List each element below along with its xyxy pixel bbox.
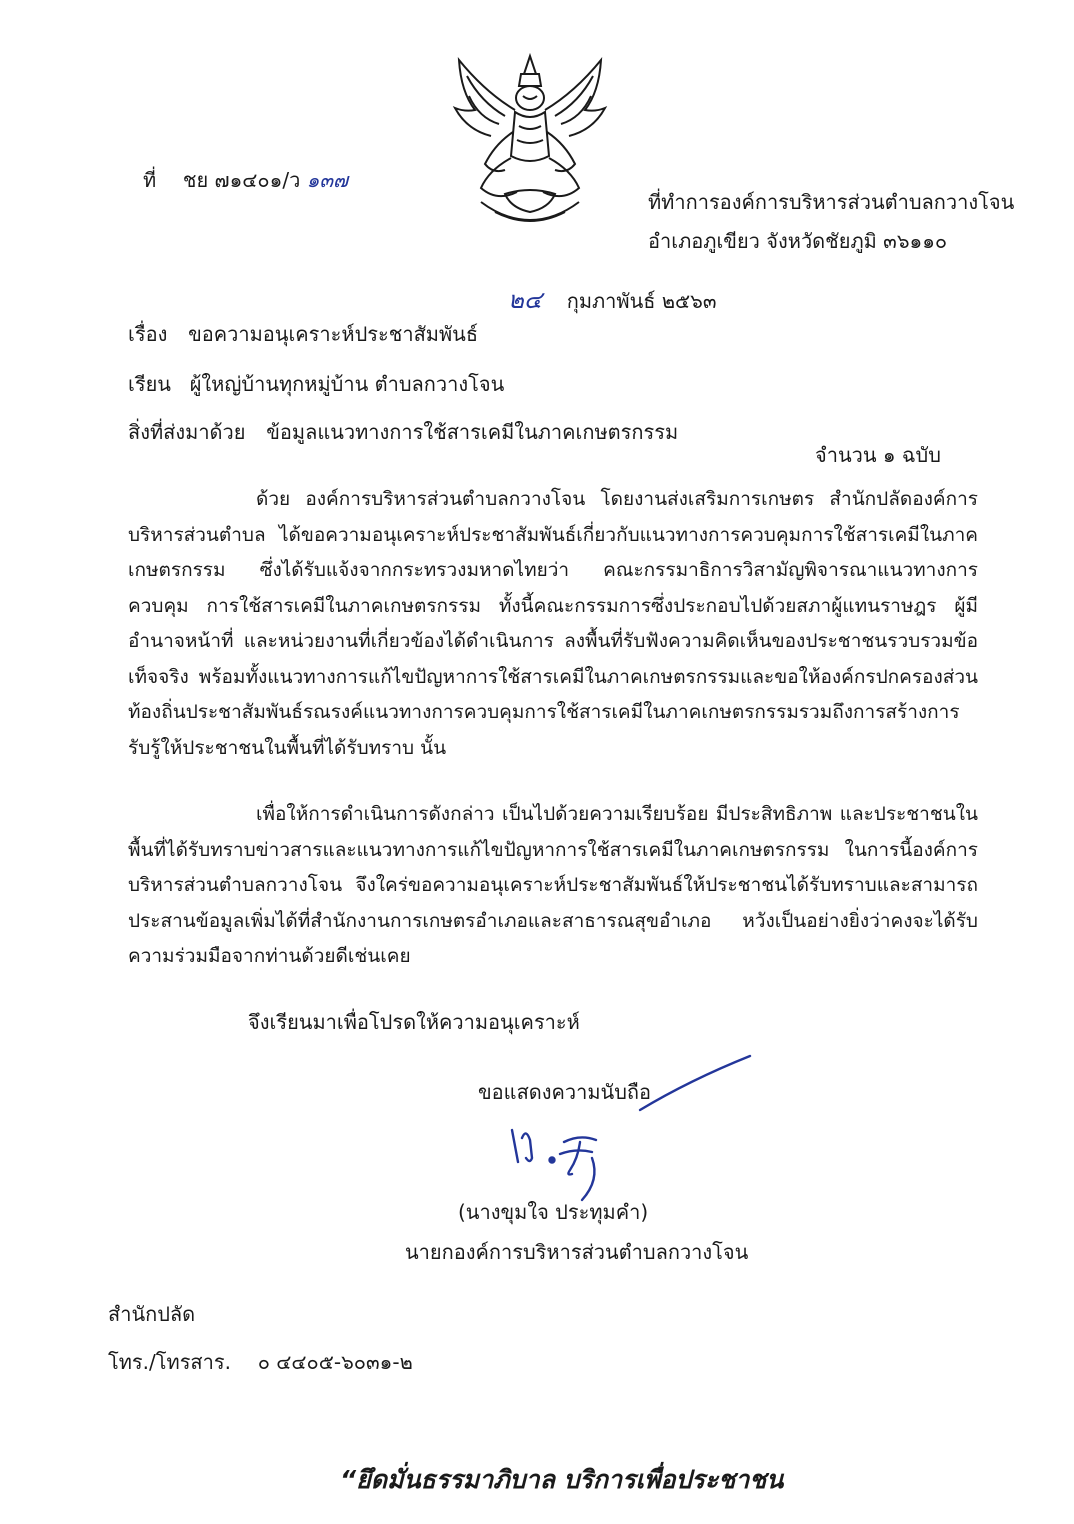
office-address-line1: ที่ทำการองค์การบริหารส่วนตำบลกวางโจน <box>648 190 1015 214</box>
reference-handwritten-number: ๑๓๗ <box>306 168 349 192</box>
letter-date <box>508 286 717 315</box>
reference-number <box>143 168 348 192</box>
body-paragraph-1 <box>128 482 978 766</box>
reference-code: ชย ๗๑๔๐๑/ว <box>182 168 301 192</box>
subject-text: ขอความอนุเคราะห์ประชาสัมพันธ์ <box>188 322 479 346</box>
reference-label: ที่ <box>143 168 157 192</box>
phone-label: โทร./โทรสาร. <box>108 1350 231 1374</box>
subject-line <box>128 322 478 346</box>
date-day-handwritten: ๒๔ <box>508 286 542 314</box>
enclosure-quantity: จำนวน ๑ ฉบับ <box>815 443 941 467</box>
garuda-emblem-icon <box>445 52 615 227</box>
signatory-name: (นางขุมใจ ประทุมคำ) <box>458 1200 649 1224</box>
signatory-position: นายกองค์การบริหารส่วนตำบลกวางโจน <box>405 1240 749 1264</box>
recipient-text: ผู้ใหญ่บ้านทุกหมู่บ้าน ตำบลกวางโจน <box>189 372 505 396</box>
recipient-label: เรียน <box>128 372 171 396</box>
enclosure-line <box>128 420 678 444</box>
phone-number: ๐ ๔๔๐๕-๖๐๓๑-๒ <box>257 1350 413 1374</box>
footer-phone <box>108 1350 413 1374</box>
body-paragraph-2-text: เพื่อให้การดำเนินการดังกล่าว เป็นไปด้วยความเรียบร้อย มีประสิทธิภาพ และประชาชนในพื้นที่ได้รับทราบข่าวสารและแนวทางการแก้ไขปัญหาการใช้สารเคมีในภาคเกษตรกรรม ในการนี้องค์การบริหารส่วนตำบลกวางโจน จึงใคร่ขอความอนุเคราะห์ประชาสัมพันธ์ให้ประชาชนได้รับทราบและสามารถประสานข้อมูลเพิ่มได้ที่สำนักงานการเกษตรอำเภอและสาธารณสุขอำเภอ หวังเป็นอย่างยิ่งว่าคงจะได้รับความร่วมมือจากท่านด้วยดีเช่นเคย <box>128 803 978 967</box>
salutation: ขอแสดงความนับถือ <box>478 1080 652 1104</box>
organization-motto: “ยึดมั่นธรรมาภิบาล บริการเพื่อประชาชน <box>340 1465 784 1494</box>
office-address-line2: อำเภอภูเขียว จังหวัดชัยภูมิ ๓๖๑๑๐ <box>648 229 948 253</box>
handwritten-signature <box>500 1050 760 1220</box>
enclosure-label: สิ่งที่ส่งมาด้วย <box>128 420 246 444</box>
footer-department: สำนักปลัด <box>108 1302 196 1326</box>
enclosure-text: ข้อมูลแนวทางการใช้สารเคมีในภาคเกษตรกรรม <box>266 420 679 444</box>
subject-label: เรื่อง <box>128 322 168 346</box>
closing-request: จึงเรียนมาเพื่อโปรดให้ความอนุเคราะห์ <box>248 1010 580 1034</box>
date-month-year: กุมภาพันธ์ ๒๕๖๓ <box>566 289 717 313</box>
body-paragraph-1-text: ด้วย องค์การบริหารส่วนตำบลกวางโจน โดยงานส่งเสริมการเกษตร สำนักปลัดองค์การบริหารส่วนตำบล ได้ขอความอนุเคราะห์ประชาสัมพันธ์เกี่ยวกับแนวทางการควบคุมการใช้สารเคมีในภาคเกษตรกรรม ซึ่งได้รับแจ้งจากกระทรวงมหาดไทยว่า คณะกรรมาธิการวิสามัญพิจารณาแนวทางการควบคุม การใช้สารเคมีในภาคเกษตรกรรม ทั้งนี้คณะกรรมการซึ่งประกอบไปด้วยสภาผู้แทนราษฎร ผู้มีอำนาจหน้าที่ และหน่วยงานที่เกี่ยวข้องได้ดำเนินการ ลงพื้นที่รับฟังความคิดเห็นของประชาชนรวบรวมข้อเท็จจริง พร้อมทั้งแนวทางการแก้ไขปัญหาการใช้สารเคมีในภาคเกษตรกรรมและขอให้องค์กรปกครองส่วนท้องถิ่นประชาสัมพันธ์รณรงค์แนวทางการควบคุมการใช้สารเคมีในภาคเกษตรกรรมรวมถึงการสร้างการรับรู้ให้ประชาชนในพื้นที่ได้รับทราบ นั้น <box>128 488 978 759</box>
body-paragraph-2 <box>128 797 978 975</box>
recipient-line <box>128 372 504 396</box>
